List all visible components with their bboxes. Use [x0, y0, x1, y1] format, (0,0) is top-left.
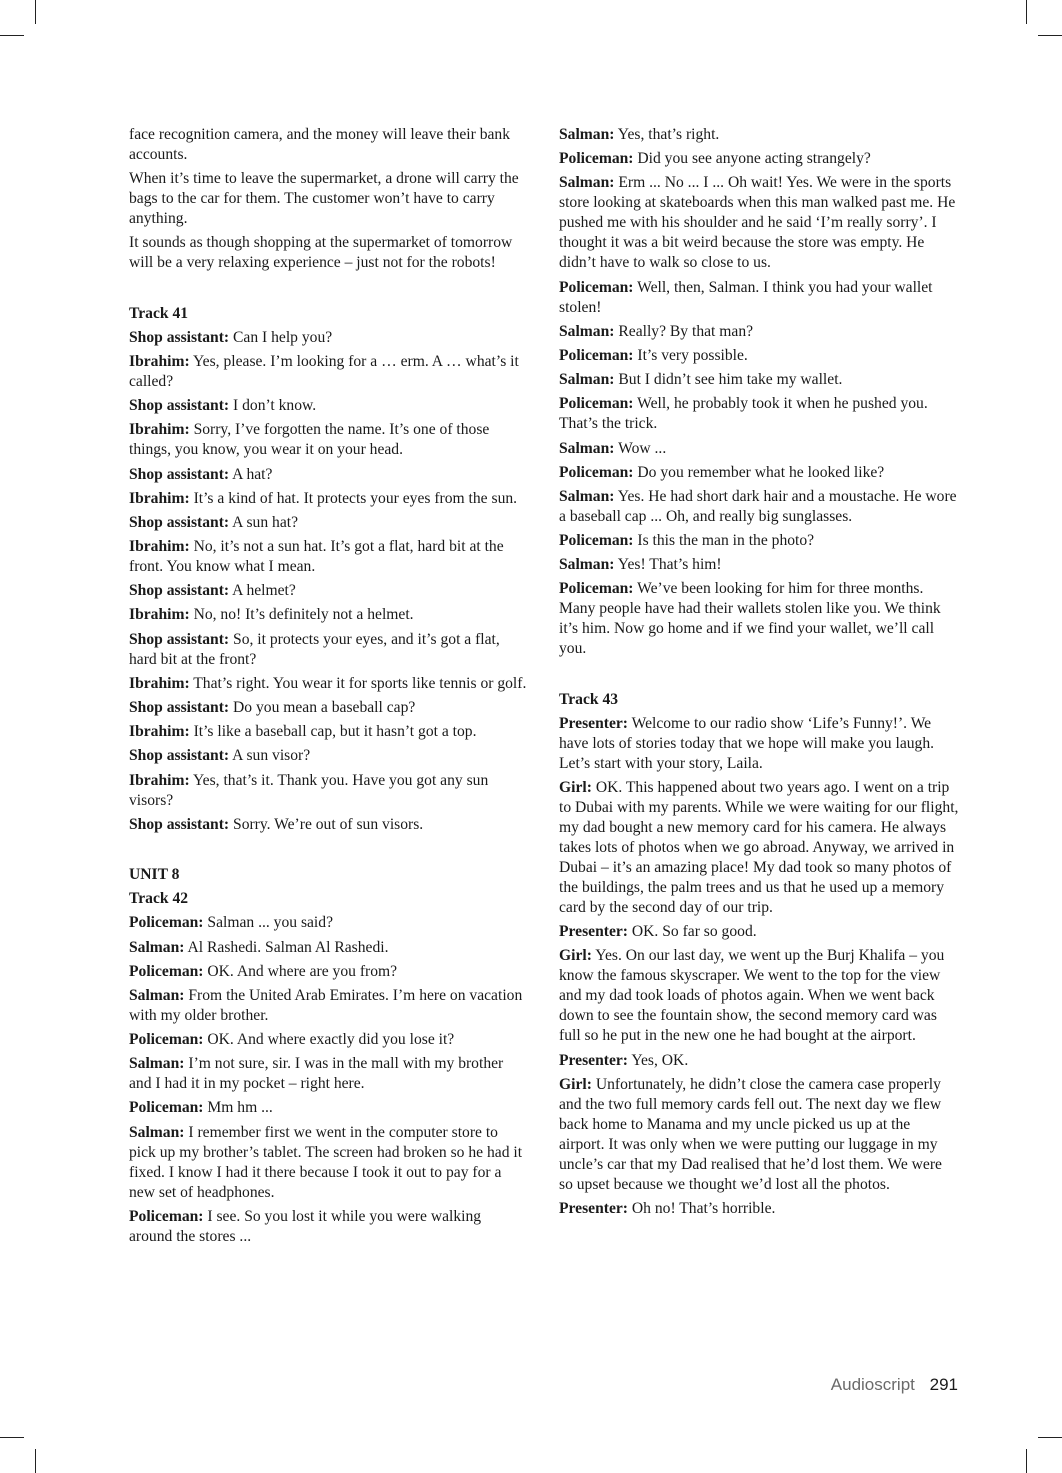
line-text: OK. So far so good. [631, 923, 757, 941]
intro-paragraph: face recognition camera, and the money will leave their bank accounts. [129, 126, 511, 163]
speaker-name: Salman: [559, 371, 615, 389]
line-text: But I didn’t see him take my wallet. [618, 371, 843, 389]
speaker-name: Presenter: [559, 1051, 628, 1069]
line-text: Salman ... you said? [207, 914, 333, 932]
line-text: It’s like a baseball cap, but it hasn’t got a top. [193, 723, 477, 741]
line-text: Do you remember what he looked like? [637, 463, 885, 481]
dialogue-line [129, 1054, 527, 1094]
dialogue-line [129, 605, 527, 625]
speaker-name: Ibrahim: [129, 606, 190, 624]
speaker-name: Salman: [559, 439, 615, 457]
intro-paragraph: It sounds as though shopping at the supermarket of tomorrow will be a very relaxing experience – just not for the robots! [129, 234, 513, 272]
section-label: Audioscript [830, 1375, 915, 1394]
line-text: Well, he probably took it when he pushed you. That’s the trick. [559, 395, 928, 433]
speaker-name: Policeman: [129, 914, 204, 932]
dialogue-line [129, 1098, 527, 1118]
dialogue-line [559, 1075, 959, 1195]
dialogue-line [559, 946, 959, 1046]
line-text: I’m not sure, sir. I was in the mall with my brother and I had it in my pocket – right here. [129, 1055, 504, 1093]
line-text: Yes, that’s right. [617, 126, 720, 143]
dialogue-line [559, 531, 959, 551]
dialogue-line [129, 962, 527, 982]
speaker-name: Ibrahim: [129, 723, 190, 741]
line-text: Wow ... [618, 439, 667, 457]
line-text: Erm ... No ... I ... Oh wait! Yes. We were in the sports store looking at skateboards when this man walked past me. He pushed me with his shoulder and he said ‘I’m really sorry’. I thought it was a bit weird because the store was empty. He didn’t have to walk so close to us. [559, 174, 956, 272]
speaker-name: Salman: [559, 487, 615, 505]
line-text: A hat? [232, 465, 273, 483]
line-text: Sorry. We’re out of sun visors. [233, 815, 424, 833]
line-text: A helmet? [232, 582, 296, 600]
page-number: 291 [929, 1375, 958, 1394]
speaker-name: Policeman: [559, 346, 634, 364]
dialogue-line [129, 420, 527, 460]
dialogue-line [559, 278, 959, 318]
dialogue-line [129, 489, 527, 509]
speaker-name: Ibrahim: [129, 771, 190, 789]
speaker-name: Shop assistant: [129, 582, 230, 600]
speaker-name: Salman: [129, 986, 185, 1004]
page-footer [831, 1375, 958, 1395]
dialogue-line [559, 463, 959, 483]
dialogue-line [559, 487, 959, 527]
line-text: A sun hat? [232, 513, 298, 531]
line-text: Welcome to our radio show ‘Life’s Funny!’. We have lots of stories today that we hope will make you laugh. Let’s start with your story, Laila. [559, 714, 935, 772]
line-text: Sorry, I’ve forgotten the name. It’s one of those things, you know, you wear it on your head. [129, 421, 490, 459]
dialogue-line [129, 722, 527, 742]
line-text: Is this the man in the photo? [637, 532, 815, 550]
track-41-heading: Track 41 [129, 304, 189, 322]
dialogue-line [129, 581, 527, 601]
speaker-name: Shop assistant: [129, 397, 230, 415]
dialogue-line [129, 352, 527, 392]
dialogue-line [559, 714, 959, 774]
speaker-name: Policeman: [559, 532, 634, 550]
dialogue-line [129, 465, 527, 485]
line-text: Yes. On our last day, we went up the Burj Khalifa – you know the famous skyscraper. We went to the top for the view and my dad took loads of photos again. When we went back down to see the fountain show, the second memory card was full so he put in the new one he had bought at the airport. [559, 947, 945, 1045]
speaker-name: Salman: [559, 322, 615, 340]
dialogue-line [559, 125, 959, 145]
dialogue-line [559, 394, 959, 434]
dialogue-line [559, 346, 959, 366]
line-text: No, it’s not a sun hat. It’s got a flat, hard bit at the front. You know what I mean. [129, 538, 504, 576]
speaker-name: Ibrahim: [129, 538, 190, 556]
dialogue-line [129, 815, 527, 835]
dialogue-line [129, 1207, 527, 1247]
intro-paragraph: When it’s time to leave the supermarket, a drone will carry the bags to the car for them. The customer won’t have to carry anything. [129, 170, 519, 228]
crop-mark [1026, 0, 1027, 24]
dialogue-line [559, 149, 959, 169]
unit-heading: UNIT 8 [129, 865, 180, 883]
speaker-name: Ibrahim: [129, 674, 190, 692]
track-41-dialogue [129, 328, 527, 835]
speaker-name: Policeman: [129, 962, 204, 980]
line-text: No, no! It’s definitely not a helmet. [193, 606, 414, 624]
line-text: Can I help you? [233, 328, 333, 346]
line-text: We’ve been looking for him for three months. Many people have had their wallets stolen like you. We think it’s him. Now go home and if we find your wallet, we’ll call you. [559, 580, 941, 658]
dialogue-line [129, 630, 527, 670]
dialogue-line [559, 1051, 959, 1071]
dialogue-line [559, 173, 959, 273]
line-text: OK. And where are you from? [207, 962, 398, 980]
crop-mark [35, 1449, 36, 1473]
right-column [559, 125, 959, 1223]
line-text: OK. This happened about two years ago. I went on a trip to Dubai with my parents. While we were waiting for our flight, my dad bought a new memory card for his camera. He always takes lots of photos when we go abroad. Anyway, we arrived in Dubai – it’s an amazing place! My dad took so many photos of the buildings, the palm trees and us that he used up a memory card by the second day of our trip. [559, 779, 959, 916]
speaker-name: Shop assistant: [129, 465, 230, 483]
speaker-name: Ibrahim: [129, 489, 190, 507]
speaker-name: Shop assistant: [129, 328, 230, 346]
dialogue-line [129, 1030, 527, 1050]
crop-mark [0, 35, 24, 36]
line-text: It’s very possible. [637, 346, 748, 364]
speaker-name: Policeman: [129, 1207, 204, 1225]
dialogue-line [559, 439, 959, 459]
line-text: Yes, that’s it. Thank you. Have you got any sun visors? [129, 771, 489, 809]
dialogue-line [129, 537, 527, 577]
speaker-name: Girl: [559, 779, 592, 796]
line-text: Al Rashedi. Salman Al Rashedi. [187, 938, 389, 956]
speaker-name: Policeman: [559, 395, 634, 413]
line-text: Do you mean a baseball cap? [233, 699, 416, 716]
speaker-name: Policeman: [559, 278, 634, 296]
dialogue-line [129, 396, 527, 416]
speaker-name: Policeman: [129, 1099, 204, 1117]
dialogue-line [129, 674, 527, 694]
track-42-dialogue-continued [559, 125, 959, 659]
line-text: Yes, OK. [631, 1051, 689, 1069]
line-text: From the United Arab Emirates. I’m here on vacation with my older brother. [129, 986, 523, 1024]
track-43-heading: Track 43 [559, 690, 619, 708]
dialogue-line [559, 579, 959, 659]
left-column [129, 125, 527, 1251]
speaker-name: Presenter: [559, 923, 628, 941]
dialogue-line [559, 322, 959, 342]
speaker-name: Shop assistant: [129, 815, 230, 833]
dialogue-line [559, 370, 959, 390]
dialogue-line [129, 746, 527, 766]
speaker-name: Salman: [559, 556, 615, 574]
speaker-name: Salman: [129, 938, 185, 956]
speaker-name: Policeman: [559, 580, 634, 598]
track-42-heading: Track 42 [129, 890, 189, 908]
speaker-name: Ibrahim: [129, 352, 190, 370]
dialogue-line [129, 986, 527, 1026]
dialogue-line [559, 778, 959, 918]
dialogue-line [559, 555, 959, 575]
dialogue-line [129, 328, 527, 348]
line-text: Yes, please. I’m looking for a … erm. A … what’s it called? [129, 352, 519, 390]
line-text: OK. And where exactly did you lose it? [207, 1031, 455, 1049]
speaker-name: Policeman: [559, 150, 634, 168]
dialogue-line [559, 922, 959, 942]
dialogue-line [129, 1123, 527, 1203]
speaker-name: Policeman: [129, 1031, 204, 1049]
speaker-name: Policeman: [559, 463, 634, 481]
crop-mark [1026, 1449, 1027, 1473]
speaker-name: Shop assistant: [129, 513, 230, 531]
speaker-name: Ibrahim: [129, 421, 190, 439]
dialogue-line [129, 771, 527, 811]
crop-mark [1038, 35, 1062, 36]
dialogue-line [129, 513, 527, 533]
line-text: I remember first we went in the computer store to pick up my brother’s tablet. The screen had broken so he had it fixed. I know I had it there because I took it out to pay for a new set of headphones. [129, 1123, 523, 1201]
speaker-name: Girl: [559, 1075, 592, 1093]
line-text: I see. So you lost it while you were walking around the stores ... [129, 1207, 482, 1245]
line-text: Yes! That’s him! [617, 556, 722, 574]
dialogue-line [129, 938, 527, 958]
track-42-dialogue [129, 913, 527, 1247]
speaker-name: Salman: [559, 174, 615, 192]
speaker-name: Shop assistant: [129, 699, 230, 716]
line-text: Did you see anyone acting strangely? [637, 150, 871, 168]
speaker-name: Salman: [559, 126, 615, 143]
crop-mark [1038, 1437, 1062, 1438]
speaker-name: Presenter: [559, 714, 628, 732]
dialogue-line [129, 698, 527, 718]
line-text: Unfortunately, he didn’t close the camera case properly and the two full memory cards fell out. The next day we flew back home to Manama and my uncle picked us up at the airport. It was only when we were putting our luggage in my uncle’s car that my Dad realised that he’d lost them. We were so upset because we thought we’d lost all the photos. [559, 1075, 942, 1193]
line-text: Yes. He had short dark hair and a moustache. He wore a baseball cap ... Oh, and really big sunglasses. [559, 487, 957, 525]
line-text: Oh no! That’s horrible. [631, 1199, 776, 1217]
crop-mark [0, 1437, 24, 1438]
line-text: So, it protects your eyes, and it’s got a flat, hard bit at the front? [129, 630, 500, 668]
speaker-name: Presenter: [559, 1199, 628, 1217]
dialogue-line [129, 913, 527, 933]
line-text: That’s right. You wear it for sports like tennis or golf. [193, 674, 527, 692]
line-text: A sun visor? [232, 747, 311, 765]
line-text: Really? By that man? [618, 322, 754, 340]
track-43-dialogue [559, 714, 959, 1219]
speaker-name: Shop assistant: [129, 630, 230, 648]
speaker-name: Shop assistant: [129, 747, 230, 765]
crop-mark [35, 0, 36, 24]
speaker-name: Salman: [129, 1055, 185, 1073]
speaker-name: Girl: [559, 947, 592, 965]
line-text: I don’t know. [233, 397, 317, 415]
line-text: It’s a kind of hat. It protects your eyes from the sun. [193, 489, 518, 507]
line-text: Well, then, Salman. I think you had your wallet stolen! [559, 278, 933, 316]
line-text: Mm hm ... [207, 1099, 273, 1117]
speaker-name: Salman: [129, 1123, 185, 1141]
dialogue-line [559, 1199, 959, 1219]
